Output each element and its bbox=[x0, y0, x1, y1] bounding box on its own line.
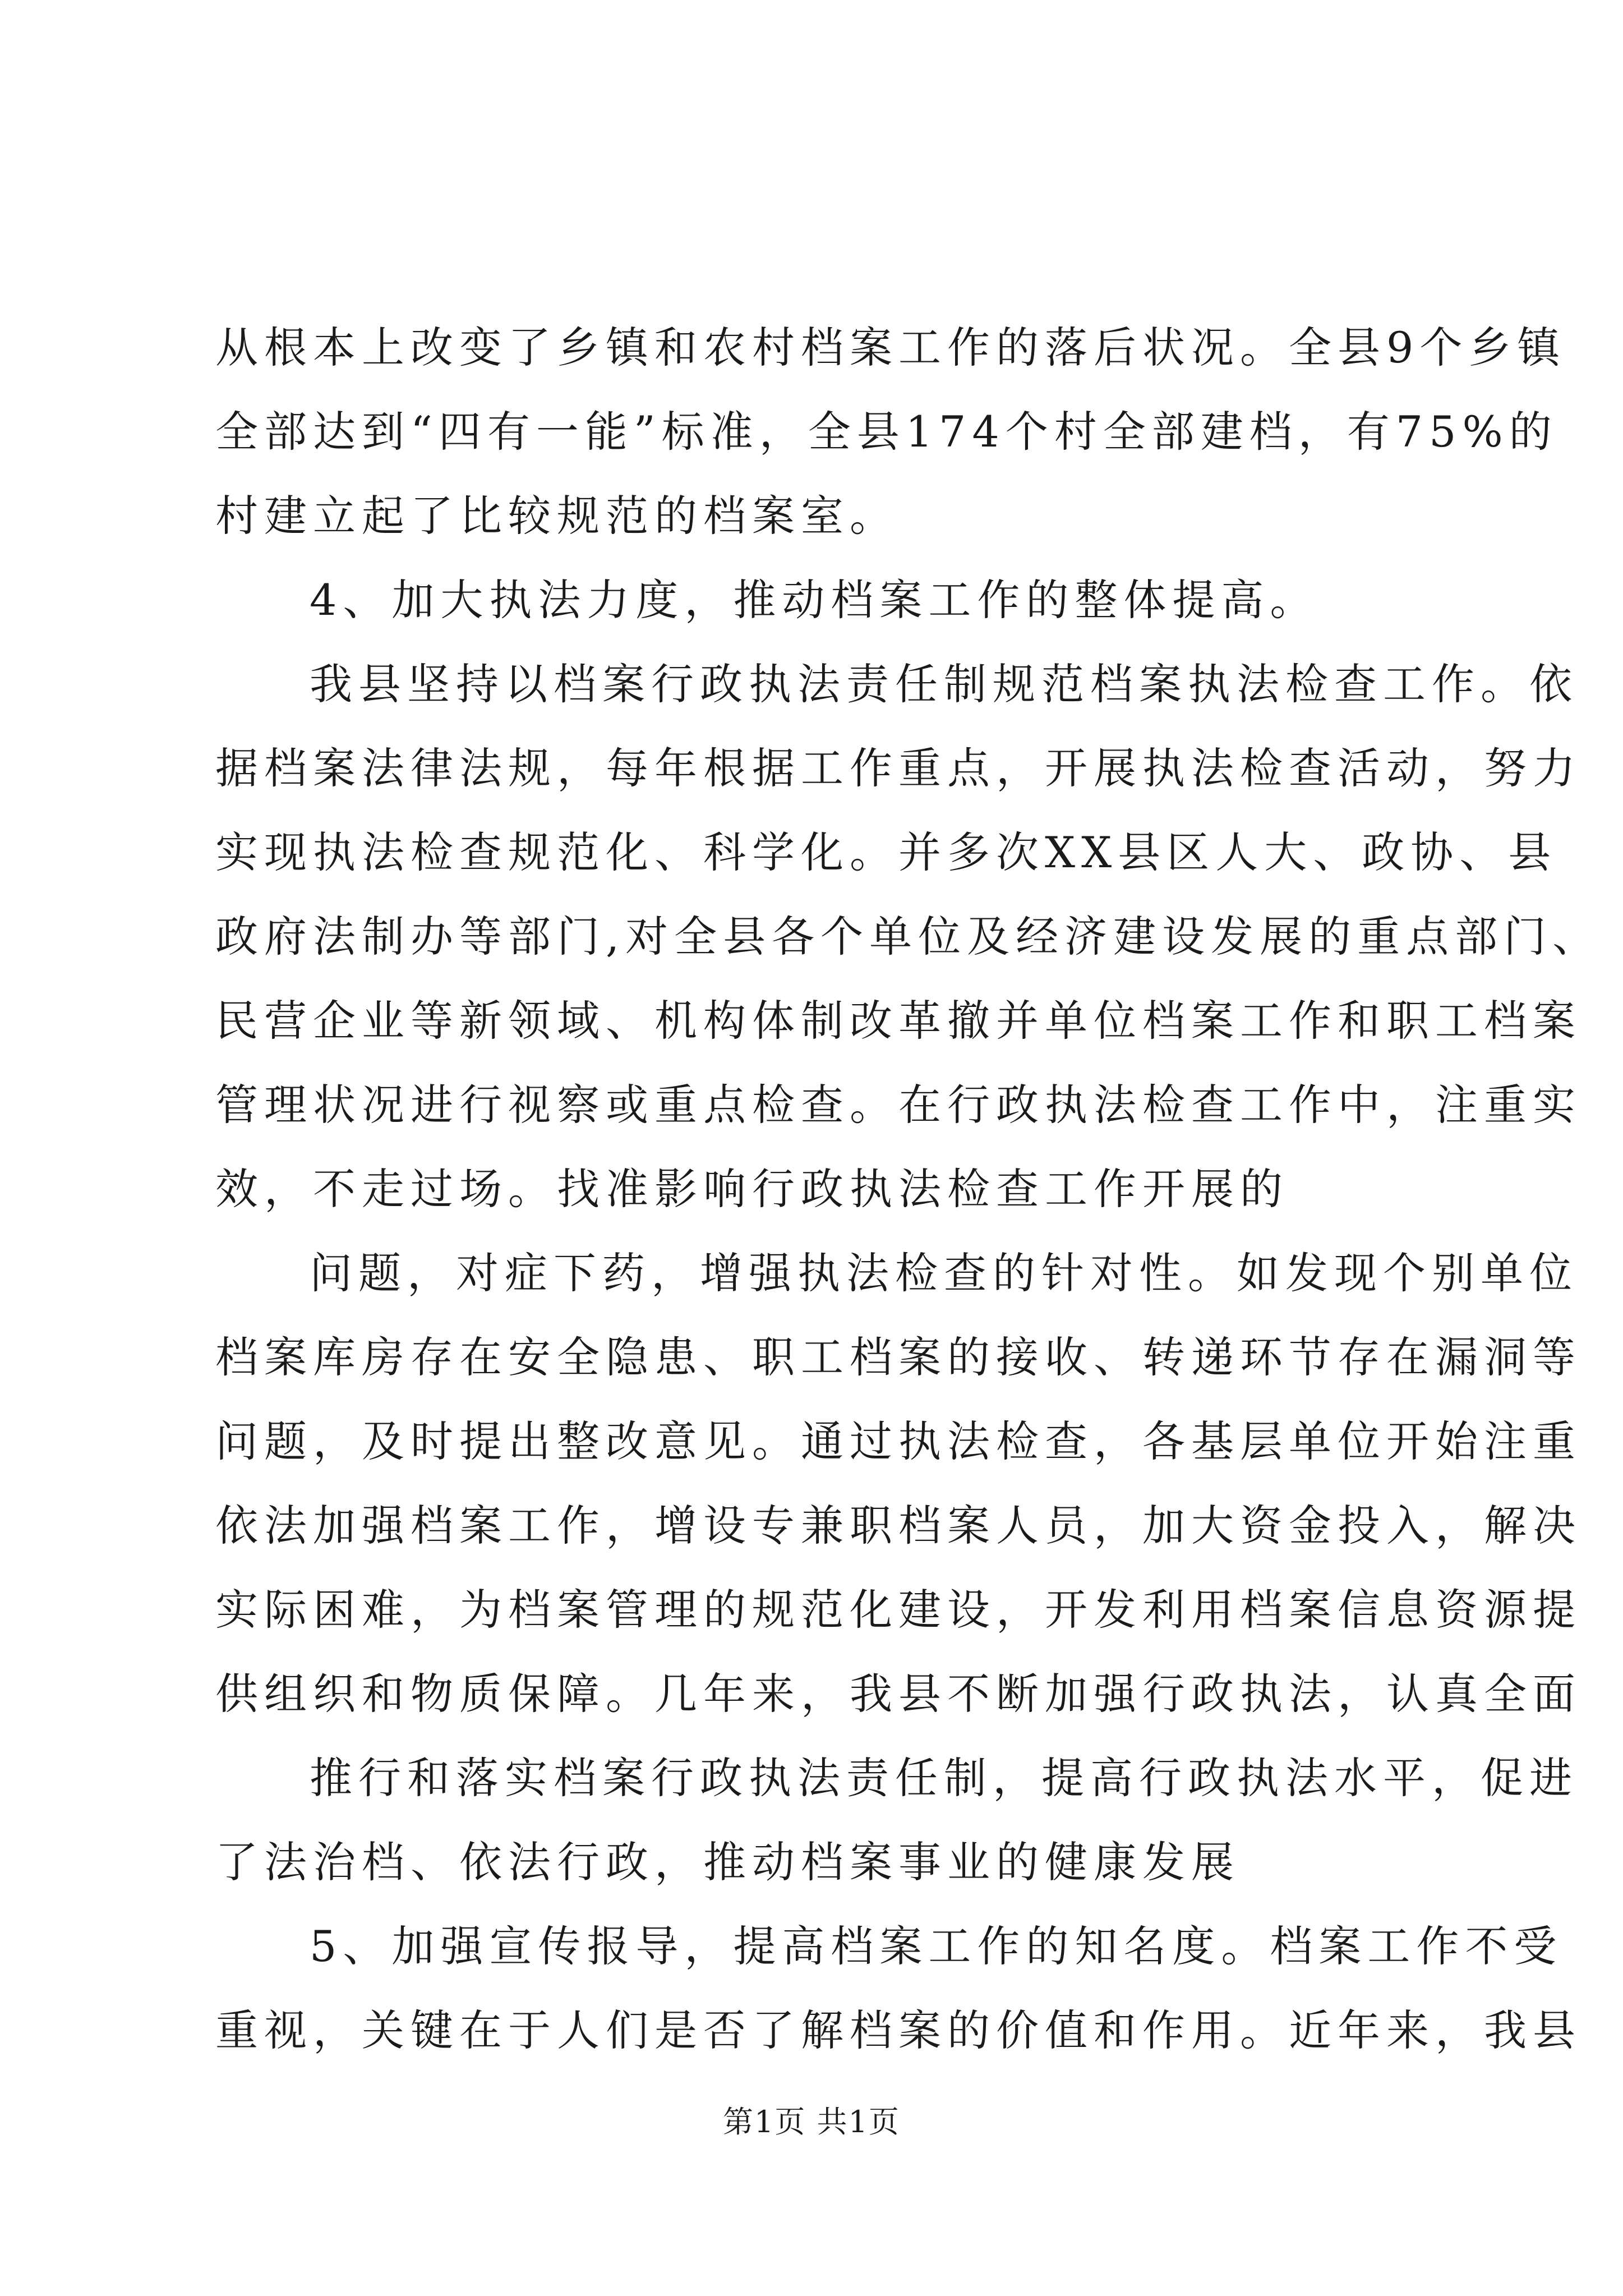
text-line: 问题，对症下药，增强执法检查的针对性。如发现个别单位 bbox=[310, 1248, 1578, 1298]
page-footer: 第1页 共1页 bbox=[723, 2104, 900, 2139]
text-line: 管理状况进行视察或重点检查。在行政执法检查工作中，注重实 bbox=[215, 1080, 1581, 1130]
text-line: 从根本上改变了乡镇和农村档案工作的落后状况。全县9个乡镇 bbox=[215, 323, 1566, 372]
text-line: 推行和落实档案行政执法责任制，提高行政执法水平，促进 bbox=[310, 1753, 1578, 1803]
text-line: 重视，关键在于人们是否了解档案的价值和作用。近年来，我县 bbox=[215, 2005, 1581, 2055]
text-line: 了法治档、依法行政，推动档案事业的健康发展 bbox=[215, 1837, 1240, 1887]
text-line: 依法加强档案工作，增设专兼职档案人员，加大资金投入，解决 bbox=[215, 1501, 1581, 1550]
text-line: 实现执法检查规范化、科学化。并多次XX县区人大、政协、县 bbox=[215, 827, 1557, 877]
text-line: 我县坚持以档案行政执法责任制规范档案执法检查工作。依 bbox=[310, 659, 1578, 709]
text-line: 村建立起了比较规范的档案室。 bbox=[215, 491, 898, 541]
text-line: 效，不走过场。找准影响行政执法检查工作开展的 bbox=[215, 1164, 1289, 1214]
text-line: 全部达到“四有一能”标准，全县174个村全部建档，有75%的 bbox=[215, 407, 1558, 457]
text-line: 4、加大执法力度，推动档案工作的整体提高。 bbox=[310, 575, 1319, 625]
text-line: 问题，及时提出整改意见。通过执法检查，各基层单位开始注重 bbox=[215, 1416, 1581, 1466]
text-line: 民营企业等新领域、机构体制改革撤并单位档案工作和职工档案 bbox=[215, 996, 1581, 1046]
text-line: 实际困难，为档案管理的规范化建设，开发利用档案信息资源提 bbox=[215, 1585, 1581, 1635]
text-line: 供组织和物质保障。几年来，我县不断加强行政执法，认真全面 bbox=[215, 1669, 1581, 1719]
text-line: 档案库房存在安全隐患、职工档案的接收、转递环节存在漏洞等 bbox=[215, 1332, 1581, 1382]
text-line: 据档案法律法规，每年根据工作重点，开展执法检查活动，努力 bbox=[215, 743, 1581, 793]
text-line: 5、加强宣传报导，提高档案工作的知名度。档案工作不受 bbox=[310, 1921, 1563, 1971]
document-body bbox=[215, 306, 1602, 2073]
text-line: 政府法制办等部门,对全县各个单位及经济建设发展的重点部门、 bbox=[215, 912, 1602, 961]
